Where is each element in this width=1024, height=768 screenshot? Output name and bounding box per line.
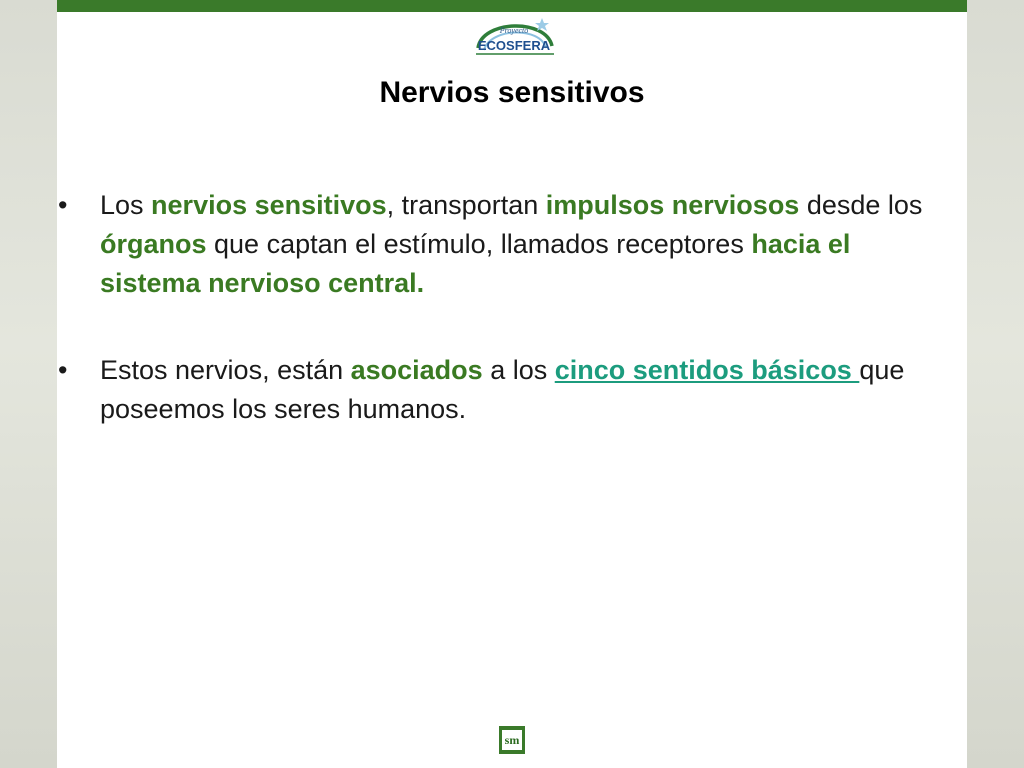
text-segment: desde los [799, 190, 923, 220]
left-frame-band [0, 0, 57, 768]
text-segment: que captan el estímulo, llamados receptores [206, 229, 752, 259]
logo-top-text: Proyecto [499, 26, 529, 35]
text-segment: Estos nervios, están [100, 355, 351, 385]
bullet-list [58, 186, 938, 477]
bullet-marker: • [58, 355, 68, 385]
sm-badge-text: sm [502, 730, 522, 750]
highlight-term: impulsos nerviosos [545, 190, 800, 220]
highlight-term: órganos [100, 229, 207, 259]
bullet-marker: • [58, 190, 68, 220]
text-segment: que poseemos los seres humanos. [100, 355, 905, 424]
sm-publisher-badge [499, 726, 525, 754]
right-frame-band [967, 0, 1024, 768]
cinco-sentidos-link[interactable]: cinco sentidos básicos [554, 355, 860, 385]
page-title: Nervios sensitivos [379, 76, 645, 109]
ecosfera-logo [468, 12, 560, 62]
text-segment: a los [482, 355, 555, 385]
highlight-term: asociados [350, 355, 483, 385]
bullet-text [100, 355, 904, 424]
text-segment: , transportan [386, 190, 546, 220]
ecosfera-logo-icon [468, 12, 560, 62]
text-segment: Los [100, 190, 152, 220]
highlight-term: nervios sensitivos [151, 190, 387, 220]
logo-brand-text: ECOSFERA [477, 38, 551, 53]
list-item [58, 186, 938, 303]
list-item [58, 351, 938, 429]
highlight-term: hacia el sistema nervioso central. [100, 229, 851, 298]
bullet-text [100, 190, 922, 298]
